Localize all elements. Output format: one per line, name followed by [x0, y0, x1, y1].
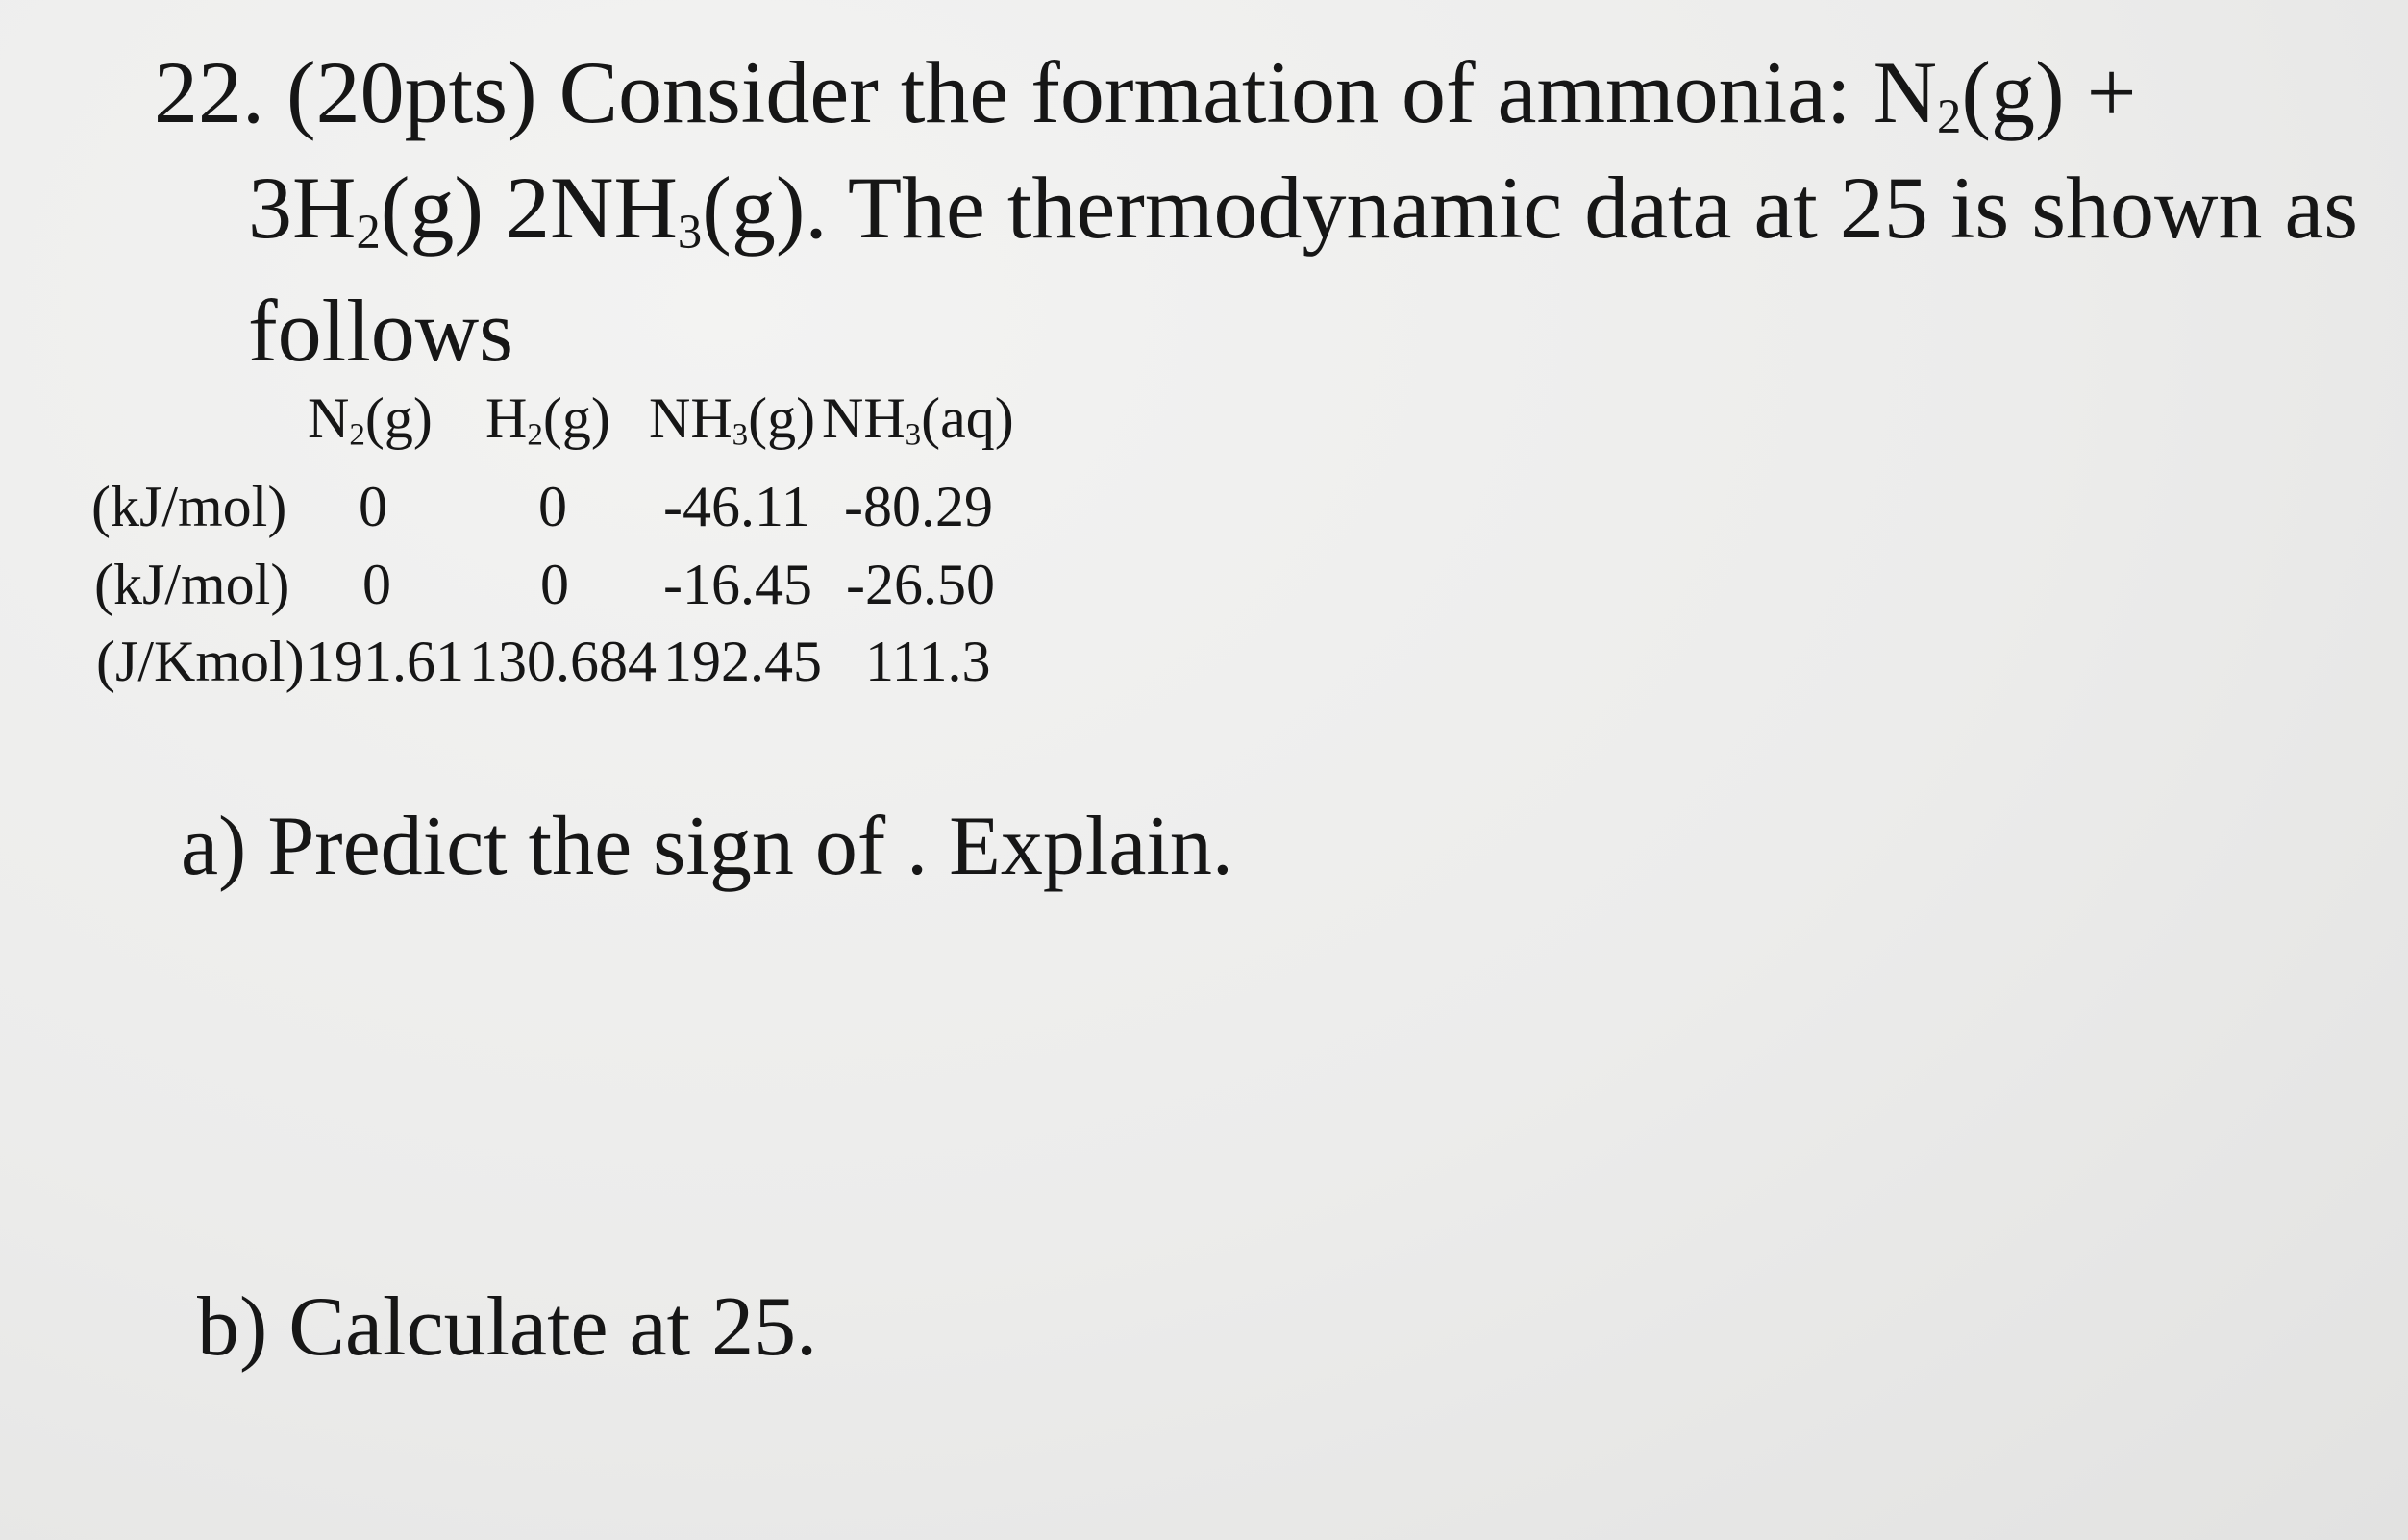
table-cell: 191.61: [306, 630, 464, 693]
part-a-prompt: a) Predict the sign of . Explain.: [181, 800, 1233, 893]
question-line-2-b-subscript: 3: [677, 205, 703, 260]
question-line-2-b: (g) 2NH: [380, 159, 678, 257]
table-cell: 0: [362, 553, 391, 616]
table-header-h2: $H_2(g)$: [485, 386, 610, 453]
question-line-3: follows: [248, 282, 513, 380]
part-b-prompt: b) Calculate at 25.: [197, 1280, 818, 1374]
table-cell: 0: [359, 475, 387, 538]
question-line-1: [154, 43, 2137, 144]
table-cell: -16.45: [663, 553, 812, 616]
table-row-1-unit: (kJ/mol): [91, 475, 287, 538]
table-cell: 0: [538, 475, 567, 538]
table-cell: -46.11: [663, 475, 810, 538]
question-number: 22.: [154, 43, 264, 141]
question-line-1-text: Consider the formation of ammonia: N: [559, 43, 1938, 141]
table-cell: 130.684: [469, 630, 657, 693]
table-cell: -26.50: [846, 553, 995, 616]
table-header-nh3-gas: $NH_3(g)$: [649, 386, 816, 453]
table-header-n2: $N_2(g)$: [308, 386, 433, 453]
table-header-nh3-aq: $NH_3(aq)$: [822, 386, 1014, 453]
table-cell: -80.29: [844, 475, 993, 538]
question-line-2-c: (g). The thermodynamic data at 25 is shown as: [702, 159, 2359, 257]
question-line-1-end: (g) +: [1961, 43, 2137, 141]
question-line-2: [248, 159, 2359, 260]
table-cell: 111.3: [865, 630, 991, 693]
table-cell: 0: [540, 553, 569, 616]
question-line-1-subscript: 2: [1937, 89, 1962, 144]
question-line-2-a-subscript: 2: [356, 205, 381, 260]
question-line-2-a: 3H: [248, 159, 357, 257]
table-cell: 192.45: [663, 630, 822, 693]
table-row-2-unit: (kJ/mol): [94, 553, 290, 616]
question-points: (20pts): [286, 43, 537, 141]
table-row-3-unit: (J/Kmol): [96, 630, 305, 693]
